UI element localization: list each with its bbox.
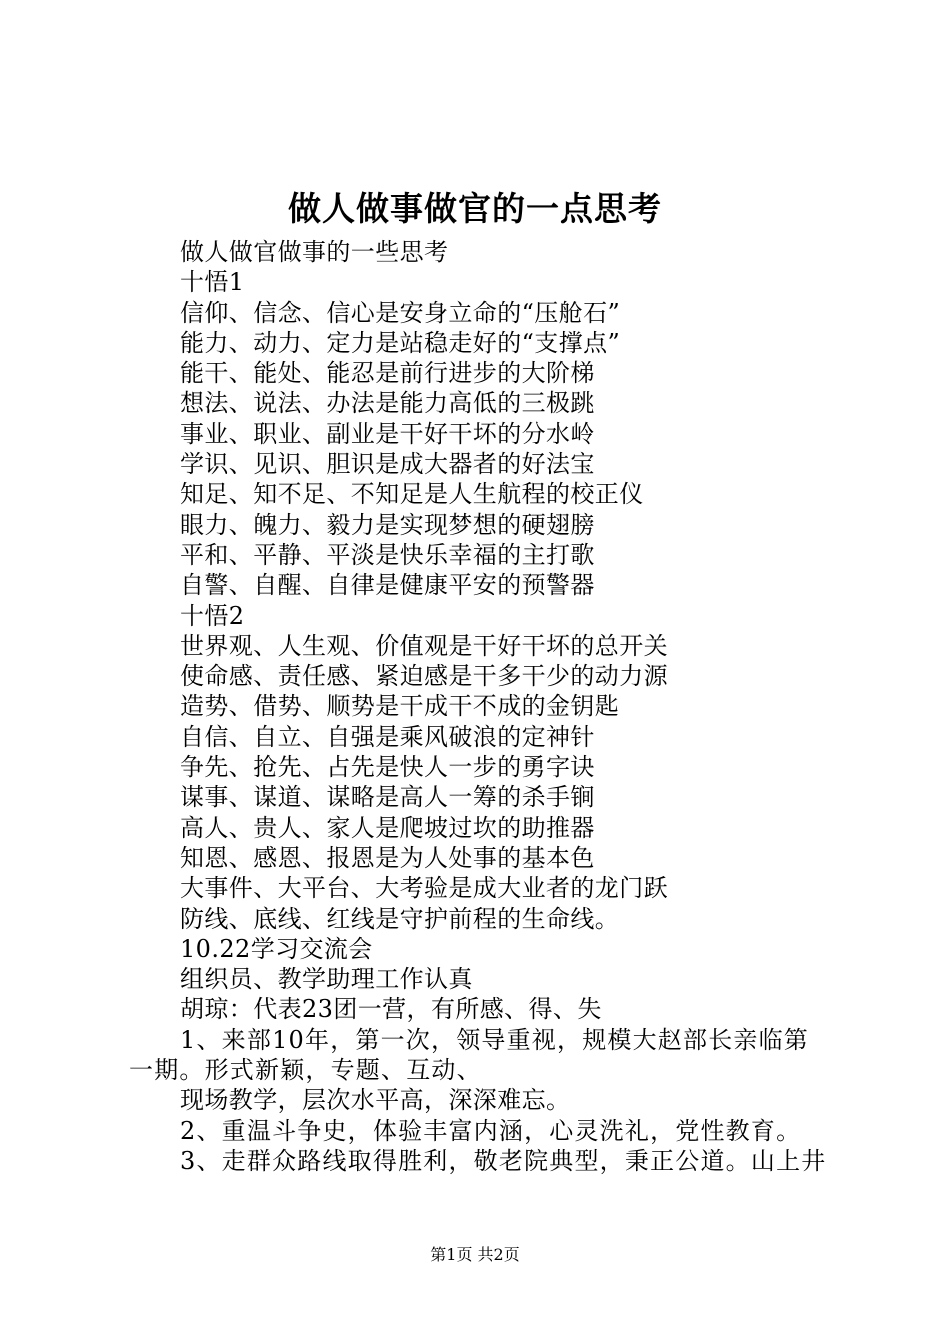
paragraph-1-first-line: 1、来部10年，第一次，领导重视，规模大赵部长亲临第 bbox=[180, 1025, 810, 1054]
text-line: 自信、自立、自强是乘风破浪的定神针 bbox=[180, 722, 595, 751]
text-line: 学识、见识、胆识是成大器者的好法宝 bbox=[180, 450, 595, 479]
text-line: 自警、自醒、自律是健康平安的预警器 bbox=[180, 571, 595, 600]
section-heading: 十悟2 bbox=[180, 601, 245, 630]
document-title: 做人做事做官的一点思考 bbox=[288, 189, 662, 228]
paragraph-2-text: 2、重温斗争史，体验丰富内涵，心灵洗礼，党性教育。 bbox=[180, 1116, 802, 1145]
text-line: 平和、平静、平淡是快乐幸福的主打歌 bbox=[180, 540, 595, 569]
paragraph-1 bbox=[129, 1025, 834, 1086]
section-heading: 十悟1 bbox=[180, 268, 245, 297]
text-line: 世界观、人生观、价值观是干好干坏的总开关 bbox=[180, 631, 668, 660]
text-line: 知恩、感恩、报恩是为人处事的基本色 bbox=[180, 843, 595, 872]
text-line: 造势、借势、顺势是干成干不成的金钥匙 bbox=[180, 692, 620, 721]
text-line: 能干、能处、能忍是前行进步的大阶梯 bbox=[180, 359, 595, 388]
text-line: 信仰、信念、信心是安身立命的“压舱石” bbox=[180, 298, 621, 327]
text-line: 事业、职业、副业是干好干坏的分水岭 bbox=[180, 419, 595, 448]
text-line: 组织员、教学助理工作认真 bbox=[180, 965, 473, 994]
text-line: 想法、说法、办法是能力高低的三极跳 bbox=[180, 389, 595, 418]
text-line: 大事件、大平台、大考验是成大业者的龙门跃 bbox=[180, 874, 668, 903]
text-line: 使命感、责任感、紧迫感是干多干少的动力源 bbox=[180, 662, 668, 691]
text-line: 高人、贵人、家人是爬坡过坎的助推器 bbox=[180, 813, 595, 842]
text-line: 做人做官做事的一些思考 bbox=[180, 238, 449, 266]
text-line: 现场教学，层次水平高，深深难忘。 bbox=[180, 1086, 571, 1115]
text-line: 谋事、谋道、谋略是高人一筹的杀手锏 bbox=[180, 783, 595, 812]
text-line: 能力、动力、定力是站稳走好的“支撑点” bbox=[180, 328, 621, 357]
paragraph-3 bbox=[129, 1146, 834, 1176]
text-line: 防线、底线、红线是守护前程的生命线。 bbox=[180, 904, 620, 933]
text-line: 胡琼：代表23团一营，有所感、得、失 bbox=[180, 995, 602, 1024]
paragraph-2 bbox=[129, 1116, 834, 1146]
text-line: 眼力、魄力、毅力是实现梦想的硬翅膀 bbox=[180, 510, 595, 539]
text-line: 争先、抢先、占先是快人一步的勇字诀 bbox=[180, 753, 595, 782]
paragraph-1-continuation: 一期。形式新颖，专题、互动、 bbox=[129, 1056, 482, 1085]
text-line: 知足、知不足、不知足是人生航程的校正仪 bbox=[180, 480, 644, 509]
page-footer: 第1页 共2页 bbox=[430, 1245, 520, 1264]
text-line: 10.22学习交流会 bbox=[180, 934, 373, 963]
paragraph-3-text: 3、走群众路线取得胜利，敬老院典型，秉正公道。山上井 bbox=[180, 1146, 827, 1175]
document-body bbox=[129, 237, 834, 1176]
